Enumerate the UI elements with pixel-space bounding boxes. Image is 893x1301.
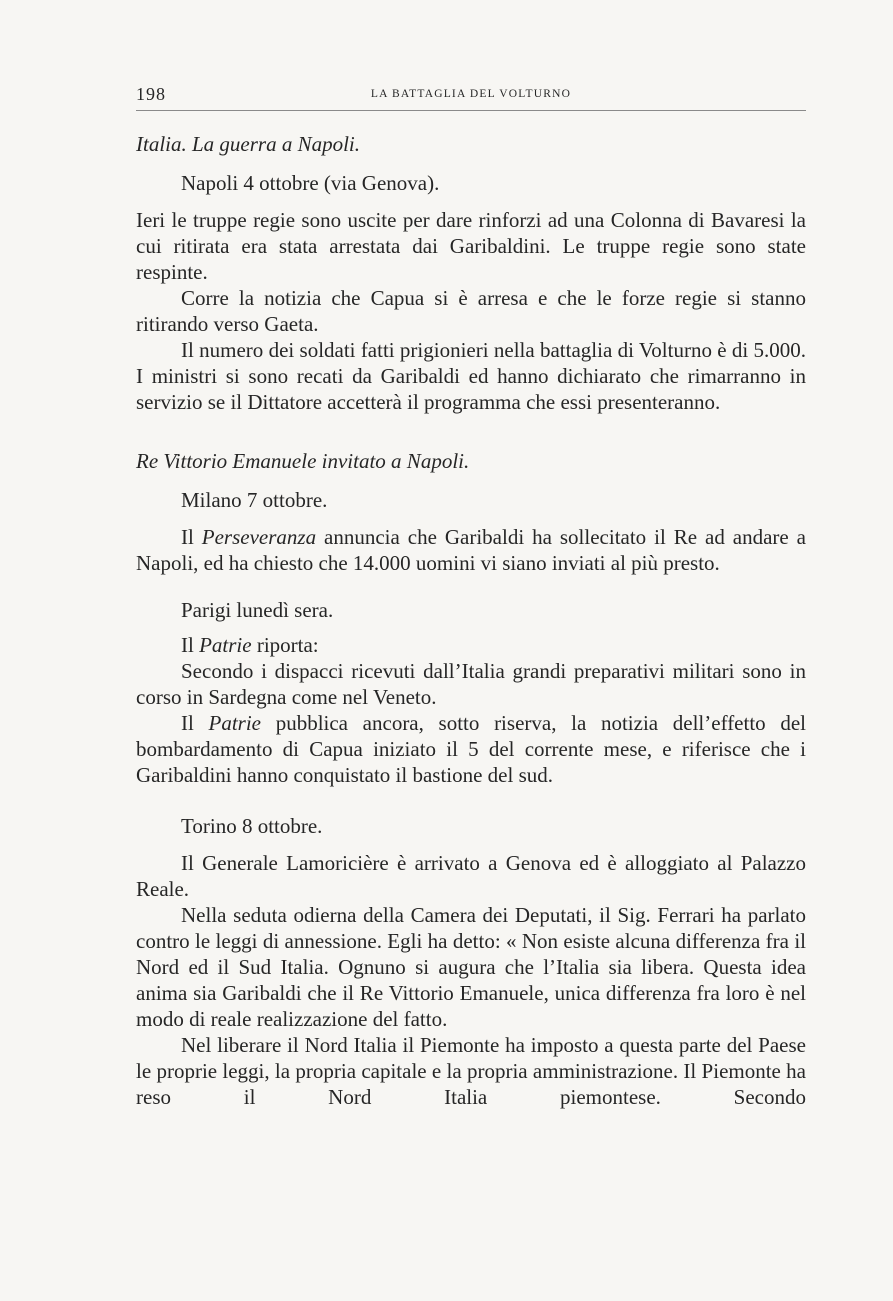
paragraph-bombardamento: Il Patrie pubblica ancora, sotto riserva, la notizia dell’effetto del bombardamento di Capua iniziato il 5 del corrente mese, e riferisce che i Garibaldini hanno conquistato il bastione del sud.: [136, 711, 807, 787]
dateline-napoli: Napoli 4 ottobre (via Genova).: [181, 171, 440, 195]
paragraph-piemonte: Nel liberare il Nord Italia il Piemonte ha imposto a questa parte del Paese le proprie leggi, la propria capitale e la propria amministrazione. Il Piemonte ha reso il Nord Italia piemontese. Secondo: [136, 1033, 806, 1109]
newspaper-name: Patrie: [199, 633, 252, 657]
dateline-torino: Torino 8 ottobre.: [181, 814, 323, 838]
running-header: [136, 80, 806, 111]
running-title: LA BATTAGLIA DEL VOLTURNO: [370, 88, 572, 100]
paragraph-truppe-regie: Ieri le truppe regie sono uscite per dare rinforzi ad una Colonna di Bavaresi la cui ritirata era stata arrestata dai Garibaldini. Le truppe regie sono state respinte.: [136, 208, 806, 284]
paragraph-capua-arresa: Corre la notizia che Capua si è arresa e che le forze regie si stanno ritirando verso Gaeta.: [136, 286, 806, 336]
dateline-parigi: Parigi lunedì sera.: [181, 598, 334, 622]
paragraph-perseveranza: Il Perseveranza annuncia che Garibaldi ha sollecitato il Re ad andare a Napoli, ed ha chiesto che 14.000 uomini vi siano inviati al più presto.: [136, 525, 807, 575]
newspaper-name: Perseveranza: [201, 525, 317, 549]
section-title-guerra-napoli: Italia. La guerra a Napoli.: [136, 132, 361, 156]
paragraph-ferrari: Nella seduta odierna della Camera dei Deputati, il Sig. Ferrari ha parlato contro le leggi di annessione. Egli ha detto: « Non esiste alcuna differenza fra il Nord ed il Sud Italia. Ognuno si augura che l’Italia sia libera. Questa idea anima sia Garibaldi che il Re Vittorio Emanuele, unica differenza fra loro è nel modo di reale realizzazione del fatto.: [136, 903, 806, 1031]
page-number: 198: [136, 84, 166, 104]
paragraph-prigionieri: Il numero dei soldati fatti prigionieri nella battaglia di Volturno è di 5.000. I ministri si sono recati da Garibaldi ed hanno dichiarato che rimarranno in servizio se il Dittatore accetterà il programma che essi presenteranno.: [136, 338, 806, 414]
page-body: [136, 130, 806, 1110]
paragraph-lamoriciere: Il Generale Lamoricière è arrivato a Genova ed è alloggiato al Palazzo Reale.: [136, 851, 806, 901]
section-title-re-vittorio: Re Vittorio Emanuele invitato a Napoli.: [136, 449, 470, 473]
paragraph-patrie-riporta: Il Patrie riporta:: [181, 633, 319, 657]
dateline-milano: Milano 7 ottobre.: [181, 488, 328, 512]
newspaper-name: Patrie: [208, 711, 262, 735]
paragraph-dispacci: Secondo i dispacci ricevuti dall’Italia grandi preparativi militari sono in corso in Sardegna come nel Veneto.: [136, 659, 806, 709]
